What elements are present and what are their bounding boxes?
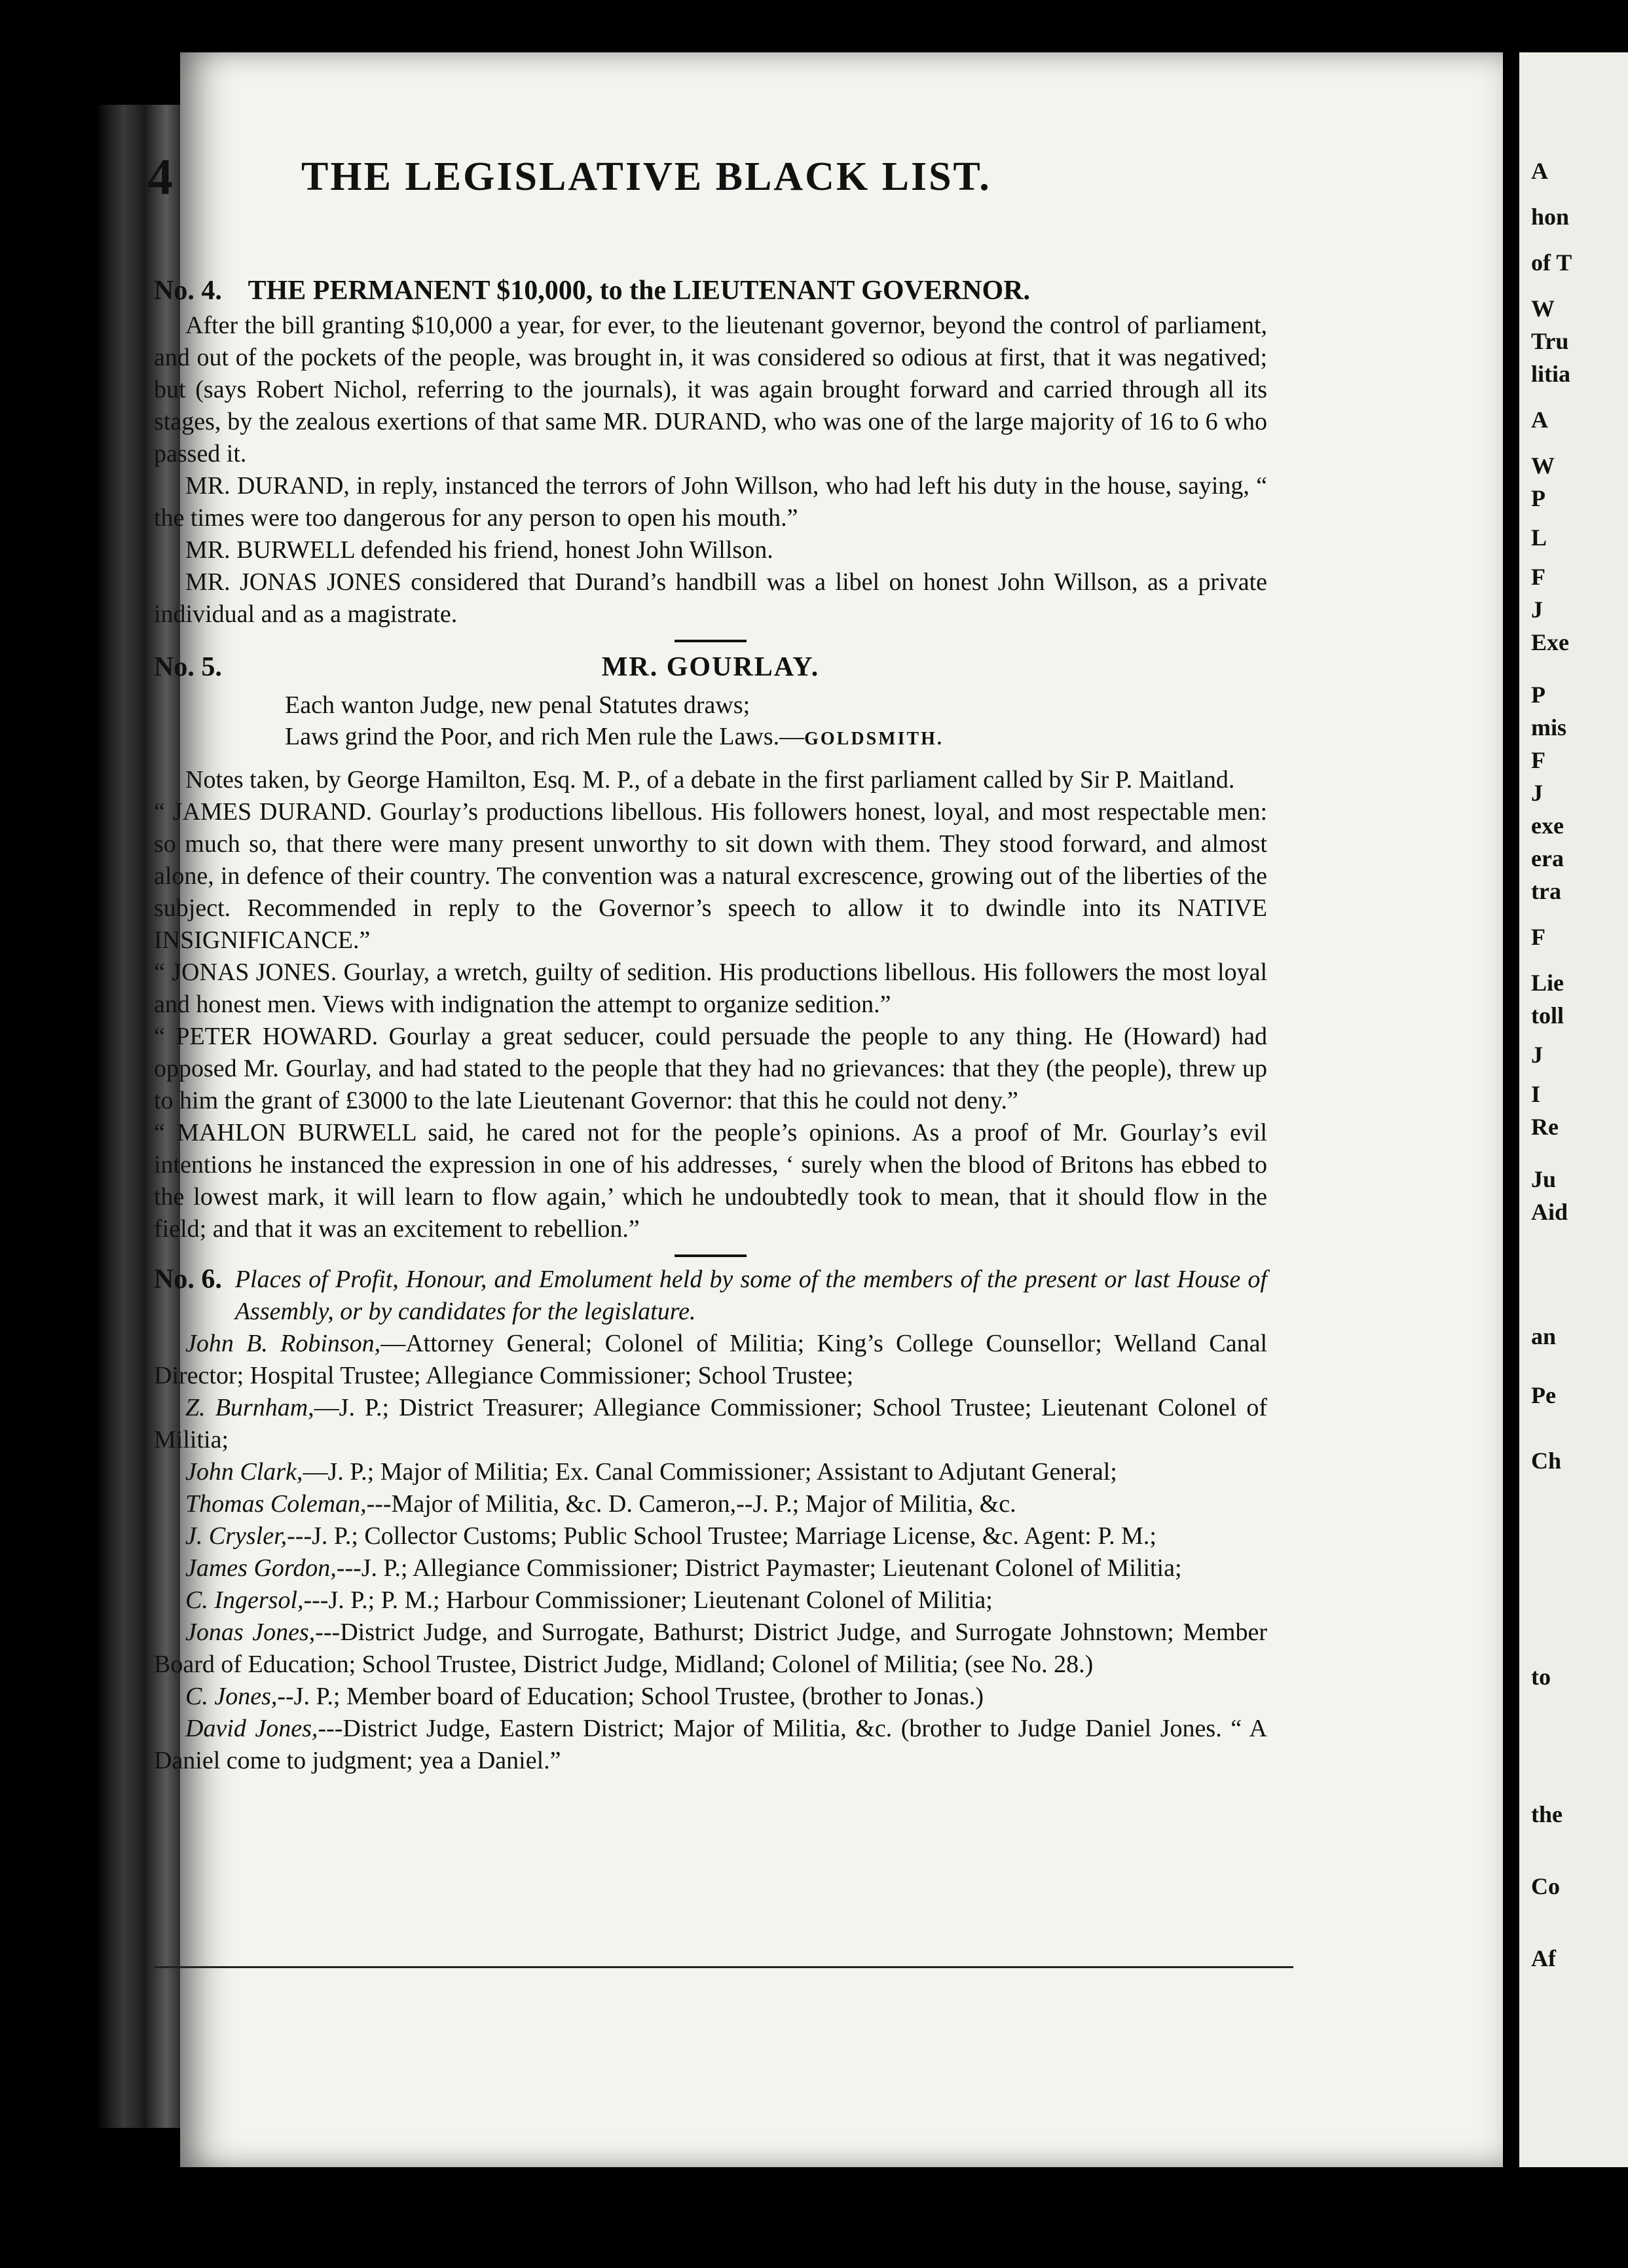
adjacent-page-fragment: Co — [1531, 1873, 1560, 1899]
debate-quote: “ PETER HOWARD. Gourlay a great seducer, could persuade the people to any thing. He (Howard) had opposed Mr. Gourlay, and had stated to the people that they had no grievances: that they (the people), threw up to him the grant of £3000 to the late Lieutenant Governor: that this he could not deny.” — [154, 1023, 1267, 1114]
adjacent-page-fragment: Ch — [1531, 1448, 1562, 1474]
office-holder-entry — [154, 1392, 1267, 1456]
debate-intro: Notes taken, by George Hamilton, Esq. M. P., of a debate in the first parliament called by Sir P. Maitland. — [185, 766, 1235, 794]
office-holder-name: Jonas Jones, — [185, 1619, 316, 1646]
debate-quote: “ JAMES DURAND. Gourlay’s productions libellous. His followers honest, loyal, and most respectable men: so much so, that there were many present unworthy to sit down with them. They stood forward, and almost alone, in defence of their country. The convention was a natural excrescence, growing out of the liberties of the subject. Recommended in reply to the Governor’s speech to allow it to dwindle into its NATIVE INSIGNIFICANCE.” — [154, 798, 1267, 954]
section-4-paragraph: MR. BURWELL defended his friend, honest John Willson. — [185, 536, 773, 564]
adjacent-page-edge — [1519, 52, 1628, 2167]
office-holder-name: C. Ingersol, — [185, 1586, 304, 1614]
adjacent-page-fragment: era — [1531, 845, 1564, 871]
adjacent-page-fragment: toll — [1531, 1002, 1564, 1029]
office-holder-name: Thomas Coleman, — [185, 1490, 367, 1518]
office-holder-entry — [154, 1552, 1267, 1584]
page-body — [154, 275, 1267, 1777]
section-6-heading — [154, 1264, 1267, 1328]
office-holder-offices: ---Major of Militia, &c. D. Cameron,--J. P.; Major of Militia, &c. — [366, 1490, 1016, 1518]
adjacent-page-fragment: mis — [1531, 714, 1566, 741]
office-holder-name: J. Crysler, — [185, 1522, 287, 1550]
horizontal-rule-artifact — [154, 1966, 1293, 1968]
section-divider — [675, 1254, 747, 1257]
office-holder-offices: —Attorney General; Colonel of Militia; King’s College Counsellor; Welland Canal Director; Hospital Trustee; Allegiance Commissioner; School Trustee; — [154, 1330, 1267, 1389]
office-holder-entry — [154, 1681, 1267, 1713]
office-holder-name: David Jones, — [185, 1715, 318, 1742]
section-5-heading — [154, 649, 1267, 686]
adjacent-page-fragment: F — [1531, 747, 1545, 773]
epigraph-line: Laws grind the Poor, and rich Men rule the Laws.— — [285, 723, 805, 750]
epigraph-line-with-author — [285, 721, 1267, 755]
section-4-heading — [154, 275, 1267, 307]
section-6-title: Places of Profit, Honour, and Emolument held by some of the members of the present or last House of Assembly, or by candidates for the legislature. — [234, 1266, 1267, 1325]
section-5-number: No. 5. — [154, 652, 222, 682]
office-holder-offices: —J. P.; Major of Militia; Ex. Canal Commissioner; Assistant to Adjutant General; — [303, 1458, 1117, 1486]
office-holder-name: James Gordon, — [185, 1554, 337, 1582]
epigraph-line: Each wanton Judge, new penal Statutes draws; — [285, 691, 750, 719]
adjacent-page-fragment: an — [1531, 1323, 1557, 1349]
office-holder-entry — [154, 1488, 1267, 1520]
office-holder-entry — [154, 1713, 1267, 1777]
office-holder-name: John Clark, — [185, 1458, 303, 1486]
adjacent-page-fragment: Af — [1531, 1945, 1556, 1971]
adjacent-page-fragment: Aid — [1531, 1199, 1568, 1225]
adjacent-page-fragment: to — [1531, 1664, 1551, 1690]
section-5-title: MR. GOURLAY. — [601, 652, 820, 682]
adjacent-page-fragment: exe — [1531, 813, 1564, 839]
adjacent-page-fragment: W — [1531, 295, 1555, 321]
debate-quote: “ JONAS JONES. Gourlay, a wretch, guilty of sedition. His productions libellous. His followers the most loyal and honest men. Views with indignation the attempt to organize sedition.” — [154, 959, 1267, 1018]
epigraph — [285, 689, 1267, 755]
adjacent-page-fragment: P — [1531, 682, 1545, 708]
office-holder-offices: ---J. P.; P. M.; Harbour Commissioner; Lieutenant Colonel of Militia; — [303, 1586, 993, 1614]
adjacent-page-fragment: the — [1531, 1801, 1563, 1827]
office-holders-list — [154, 1328, 1267, 1777]
office-holder-offices: --J. P.; Member board of Education; School Trustee, (brother to Jonas.) — [277, 1683, 984, 1710]
section-6-number: No. 6. — [154, 1264, 222, 1294]
adjacent-page-fragment: W — [1531, 452, 1555, 479]
adjacent-page-fragment: L — [1531, 524, 1547, 551]
adjacent-page-fragment: litia — [1531, 361, 1570, 387]
section-divider — [675, 640, 747, 642]
adjacent-page-fragment: Pe — [1531, 1382, 1556, 1408]
adjacent-page-fragment: Re — [1531, 1114, 1559, 1140]
adjacent-page-fragment: J — [1531, 1042, 1543, 1068]
adjacent-page-fragment: of T — [1531, 249, 1572, 276]
adjacent-page-fragment: Ju — [1531, 1166, 1557, 1192]
section-4-paragraph: MR. DURAND, in reply, instanced the terrors of John Willson, who had left his duty in the house, saying, “ the times were too dangerous for any person to open his mouth.” — [154, 472, 1267, 532]
adjacent-page-fragment: J — [1531, 780, 1543, 806]
office-holder-offices: ---J. P.; Collector Customs; Public School Trustee; Marriage License, &c. Agent: P. M.; — [287, 1522, 1156, 1550]
adjacent-page-fragment: hon — [1531, 204, 1570, 230]
adjacent-page-fragment: F — [1531, 924, 1545, 950]
office-holder-entry — [154, 1520, 1267, 1552]
adjacent-page-fragment: A — [1531, 407, 1548, 433]
adjacent-page-fragment: F — [1531, 564, 1545, 590]
office-holder-offices: —J. P.; District Treasurer; Allegiance Commissioner; School Trustee; Lieutenant Colonel of Militia; — [154, 1394, 1267, 1454]
epigraph-author: GOLDSMITH. — [804, 729, 944, 749]
adjacent-page-fragment: tra — [1531, 878, 1561, 904]
office-holder-offices: ---District Judge, and Surrogate, Bathurst; District Judge, and Surrogate Johnstown; Member Board of Education; School Trustee, District Judge, Midland; Colonel of Militia; (see No. 28.) — [154, 1619, 1267, 1678]
office-holder-name: John B. Robinson, — [185, 1330, 381, 1357]
office-holder-entry — [154, 1328, 1267, 1392]
adjacent-page-fragment: I — [1531, 1081, 1541, 1107]
page-header — [147, 147, 1261, 219]
adjacent-page-fragment: Lie — [1531, 970, 1564, 996]
office-holder-name: C. Jones, — [185, 1683, 278, 1710]
section-4-title: THE PERMANENT $10,000, to the LIEUTENANT GOVERNOR. — [248, 276, 1030, 306]
section-4-paragraph: After the bill granting $10,000 a year, for ever, to the lieutenant governor, beyond the control of parliament, and out of the pockets of the people, was brought in, it was considered so odious at first, that it was negatived; but (says Robert Nichol, referring to the journals), it was again brought forward and carried through all its stages, by the zealous exertions of that same MR. DURAND, who was one of the large majority of 16 to 6 who passed it. — [154, 312, 1267, 467]
debate-quote: “ MAHLON BURWELL said, he cared not for the people’s opinions. As a proof of Mr. Gourlay’s evil intentions he instanced the expression in one of his addresses, ‘ surely when the blood of Britons has ebbed to the lowest mark, it will learn to flow again,’ which he undoubtedly took to mean, that it should flow in the field; and that it was an excitement to rebellion.” — [154, 1119, 1267, 1243]
adjacent-page-fragment: Tru — [1531, 328, 1569, 354]
office-holder-entry — [154, 1617, 1267, 1681]
adjacent-page-fragment: J — [1531, 596, 1543, 623]
office-holder-entry — [154, 1584, 1267, 1617]
office-holder-offices: ---J. P.; Allegiance Commissioner; District Paymaster; Lieutenant Colonel of Militia; — [336, 1554, 1182, 1582]
office-holder-name: Z. Burnham, — [185, 1394, 314, 1421]
office-holder-offices: ---District Judge, Eastern District; Major of Militia, &c. (brother to Judge Daniel Jones. “ A Daniel come to judgment; yea a Daniel.” — [154, 1715, 1268, 1774]
office-holder-entry — [154, 1456, 1267, 1488]
adjacent-page-fragment: A — [1531, 158, 1548, 184]
adjacent-page-fragment: Exe — [1531, 629, 1569, 655]
section-4-paragraph: MR. JONAS JONES considered that Durand’s handbill was a libel on honest John Willson, as a private individual and as a magistrate. — [154, 568, 1267, 628]
section-4-number: No. 4. — [154, 276, 222, 306]
adjacent-page-fragment: P — [1531, 485, 1545, 511]
page-number: 4 — [147, 148, 173, 205]
running-title: THE LEGISLATIVE BLACK LIST. — [301, 155, 991, 199]
